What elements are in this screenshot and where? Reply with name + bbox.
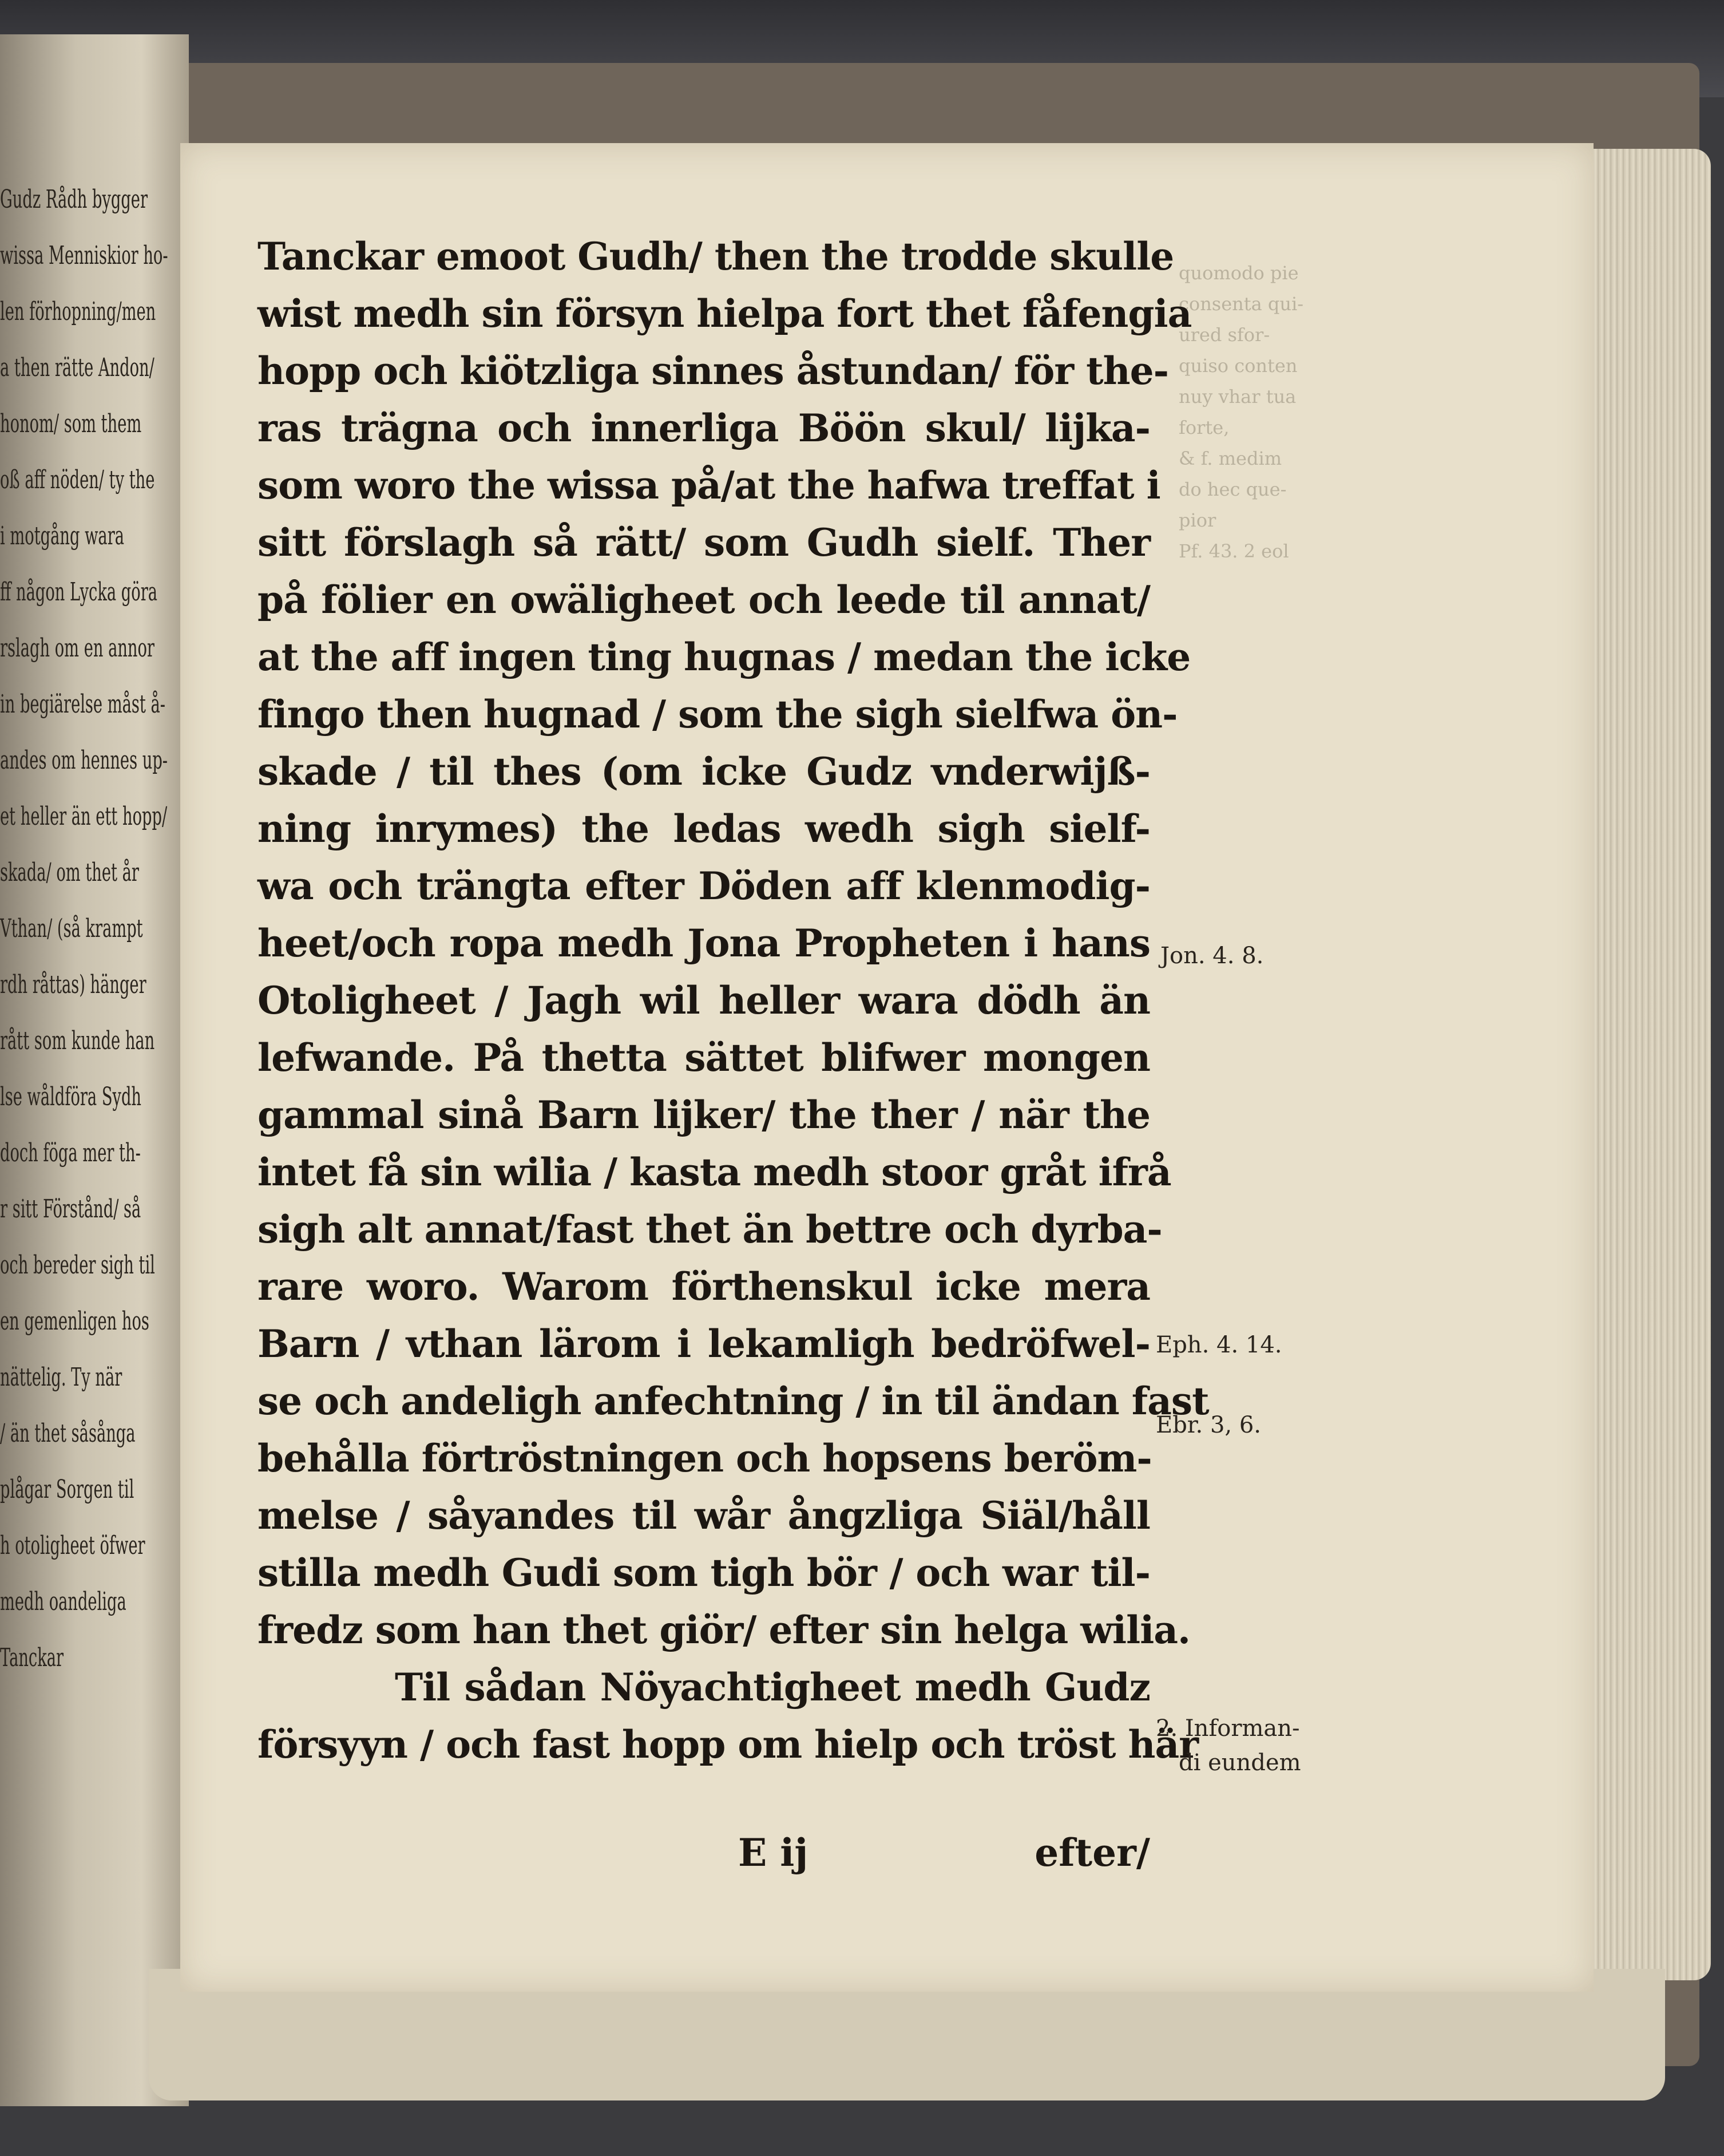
left-page-line: Gudz Rådh bygger xyxy=(0,185,148,214)
left-page-line: nättelig. Ty när xyxy=(0,1363,122,1392)
left-page-line: ff någon Lycka göra xyxy=(0,577,157,607)
text-line: wist medh sin försyn hielpa fort thet fåfengia xyxy=(257,291,1192,336)
text-line: skade / til thes (om icke Gudz vnderwijß- xyxy=(257,749,1150,794)
text-line: se och andeligh anfechtning / in til ändan fast xyxy=(257,1379,1209,1423)
text-line: ning inrymes) the ledas wedh sigh sielf- xyxy=(257,806,1150,851)
left-page-line: en gemenligen hos xyxy=(0,1307,149,1336)
text-line: fingo then hugnad / som the sigh sielfwa ön- xyxy=(257,692,1178,737)
left-page-line: medh oandeliga xyxy=(0,1587,126,1616)
margin-note-inform-2: di eundem xyxy=(1179,1750,1301,1776)
text-line: som woro the wissa på/at the hafwa treffat i xyxy=(257,463,1160,508)
page-stack-edge xyxy=(1574,149,1711,1980)
left-page-line: i motgång wara xyxy=(0,521,125,551)
text-line: lefwande. På thetta sättet blifwer mongen xyxy=(257,1035,1150,1080)
text-line: behålla förtröstningen och hopsens beröm- xyxy=(257,1436,1152,1481)
left-page-line: h otoligheet öfwer xyxy=(0,1531,145,1560)
text-line: sitt förslagh så rätt/ som Gudh sielf. Ther xyxy=(257,520,1150,565)
left-page-line: wissa Menniskior ho- xyxy=(0,241,168,270)
left-page-text xyxy=(0,172,168,1686)
left-page xyxy=(0,34,189,2106)
show-through-line: consenta qui- xyxy=(1179,293,1304,315)
left-page-line: andes om hennes up- xyxy=(0,746,168,775)
text-line: stilla medh Gudi som tigh bör / och war til- xyxy=(257,1550,1150,1595)
left-page-line: Vthan/ (så krampt xyxy=(0,914,143,943)
text-line: melse / såyandes til wår ångzliga Siäl/håll xyxy=(257,1493,1150,1538)
text-line: sigh alt annat/fast thet än bettre och dyrba- xyxy=(257,1207,1162,1252)
show-through-line: nuy vhar tua xyxy=(1179,386,1297,408)
left-page-line: r sitt Förstånd/ så xyxy=(0,1194,141,1224)
margin-note-eph: Eph. 4. 14. xyxy=(1156,1332,1282,1358)
text-line: rare woro. Warom förthenskul icke mera xyxy=(257,1264,1150,1309)
text-line: Til sådan Nöyachtigheet medh Gudz xyxy=(395,1665,1150,1710)
show-through-line: Pf. 43. 2 eol xyxy=(1179,540,1289,562)
show-through-text xyxy=(1179,258,1362,567)
show-through-line: ured sfor- xyxy=(1179,324,1270,346)
text-line: försyyn / och fast hopp om hielp och tröst här xyxy=(257,1722,1198,1767)
text-line: Otoligheet / Jagh wil heller wara dödh än xyxy=(257,978,1150,1023)
text-line: intet få sin wilia / kasta medh stoor gråt ifrå xyxy=(257,1150,1171,1194)
left-page-line: rslagh om en annor xyxy=(0,634,154,663)
left-page-line: rdh råttas) hänger xyxy=(0,970,146,999)
text-line: på fölier en owäligheet och leede til annat/ xyxy=(257,577,1150,622)
left-page-line: skada/ om thet år xyxy=(0,858,139,887)
left-page-line: len förhopning/men xyxy=(0,297,156,326)
show-through-line: quiso conten xyxy=(1179,355,1298,377)
text-line: gammal sinå Barn lijker/ the ther / när the xyxy=(257,1093,1150,1137)
show-through-line: do hec que- xyxy=(1179,478,1287,500)
text-line: Tanckar emoot Gudh/ then the trodde skulle xyxy=(257,234,1174,279)
margin-note-inform-1: 2. Informan- xyxy=(1156,1715,1300,1742)
left-page-line: lse wåldföra Sydh xyxy=(0,1082,141,1111)
left-page-line: plågar Sorgen til xyxy=(0,1475,134,1504)
show-through-line: forte, xyxy=(1179,417,1230,438)
catchword: efter/ xyxy=(1035,1830,1150,1875)
left-page-line: / än thet såsånga xyxy=(0,1419,136,1448)
text-line: ras trägna och innerliga Böön skul/ lijka- xyxy=(257,406,1150,450)
signature-mark: E ij xyxy=(738,1830,809,1875)
left-page-line: in begiärelse måst å- xyxy=(0,690,165,719)
text-line: Barn / vthan lärom i lekamligh bedröfwel- xyxy=(257,1322,1150,1366)
margin-note-jon: Jon. 4. 8. xyxy=(1160,943,1264,969)
show-through-line: quomodo pie xyxy=(1179,262,1299,284)
left-page-line: et heller än ett hopp/ xyxy=(0,802,168,831)
left-page-line: a then rätte Andon/ xyxy=(0,353,154,382)
show-through-line: pior xyxy=(1179,509,1216,531)
left-page-line: oß aff nöden/ ty the xyxy=(0,465,155,495)
left-page-line: doch föga mer th- xyxy=(0,1138,141,1168)
text-line: wa och trängta efter Döden aff klenmodig- xyxy=(257,864,1150,908)
left-page-line: Tanckar xyxy=(0,1643,64,1672)
page-footer xyxy=(257,1830,1150,1888)
text-line: at the aff ingen ting hugnas / medan the icke xyxy=(257,635,1191,679)
left-page-line: rått som kunde han xyxy=(0,1026,155,1055)
margin-note-ebr: Ebr. 3, 6. xyxy=(1156,1412,1262,1438)
text-line: heet/och ropa medh Jona Propheten i hans xyxy=(257,921,1150,966)
left-page-line: och bereder sigh til xyxy=(0,1251,155,1280)
text-line: fredz som han thet giör/ efter sin helga wilia. xyxy=(257,1608,1191,1652)
left-page-line: honom/ som them xyxy=(0,409,142,438)
text-line: hopp och kiötzliga sinnes åstundan/ för the- xyxy=(257,349,1168,393)
show-through-line: & f. medim xyxy=(1179,448,1282,469)
